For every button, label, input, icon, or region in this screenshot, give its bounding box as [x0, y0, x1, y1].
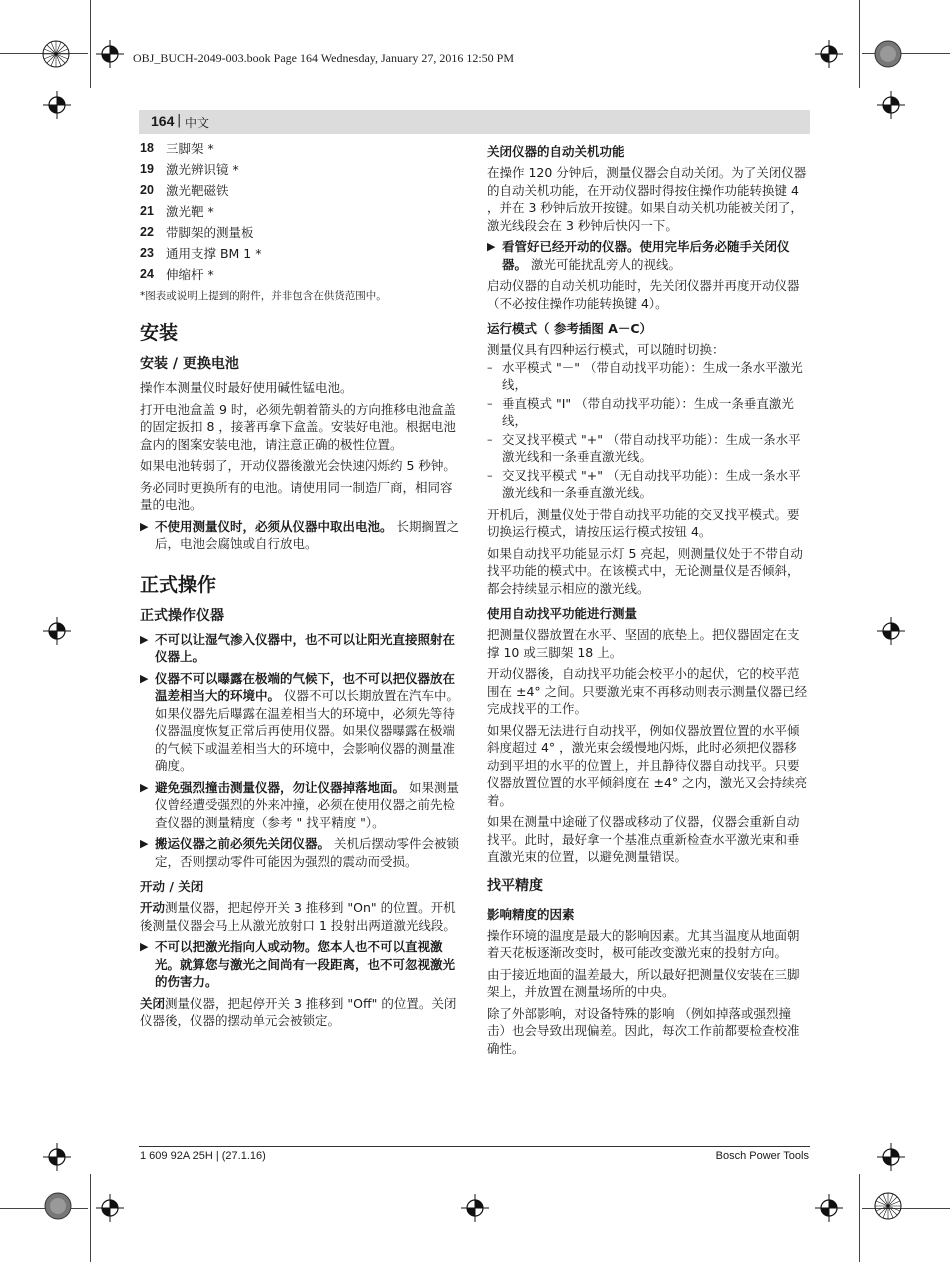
- bullet-text: 关机后摆动零件会被锁定，否则摆动零件可能因为强烈的震动而受损。: [155, 836, 460, 869]
- paragraph-text: 测量仪器，把起停开关 3 推移到 "On" 的位置。开机後测量仪器会马上从激光放射口 1 投射出两道激光线段。: [140, 900, 456, 933]
- list-item-text: 水平模式 "－" （带自动找平功能）：生成一条水平激光线，: [502, 359, 803, 392]
- color-target-icon: [873, 39, 903, 69]
- item-text: 激光辨识镜 *: [166, 162, 239, 177]
- list-item: [140, 224, 462, 242]
- bullet-text: 如果测量仪曾经遭受强烈的外来冲撞，必须在使用仪器之前先检查仪器的测量精度（参考 " 找平精度 "）。: [155, 779, 460, 830]
- bold-lead: 开动: [140, 900, 166, 915]
- paragraph: 把测量仪器放置在水平、坚固的底垫上。把仪器固定在支撑 10 或三脚架 18 上。: [487, 627, 800, 660]
- triangle-bullet-icon: ▶: [487, 240, 496, 253]
- paragraph: 由于接近地面的温差最大，所以最好把测量仪安装在三脚架上，并放置在测量场所的中央。: [487, 966, 800, 999]
- list-item: [140, 266, 462, 284]
- paragraph: 启动仪器的自动关机功能时，先关闭仪器并再度开动仪器 （不必按住操作功能转换键 4）。: [487, 278, 800, 311]
- bullet-item: [140, 835, 462, 870]
- dash-bullet-icon: –: [487, 360, 493, 374]
- triangle-bullet-icon: ▶: [140, 837, 149, 850]
- registration-mark-icon: [873, 1191, 903, 1221]
- right-column: [487, 140, 809, 1061]
- bullet-text: 仪器不可以长期放置在汽车中。如果仪器先后曝露在温差相当大的环境中，必须先等待仪器温度恢复正常后再使用仪器。如果仪器曝露在极端的气候下或温差相当大的环境中，会影响仪器的测量准确度。: [155, 688, 460, 773]
- header-separator: |: [177, 113, 182, 128]
- item-number: 19: [140, 162, 154, 176]
- paragraph: 如果电池转弱了，开动仪器後激光会快速闪烁约 5 秒钟。: [140, 458, 456, 473]
- paragraph: 在操作 120 分钟后，测量仪器会自动关闭。为了关闭仪器的自动关机功能，在开动仪器时得按住操作功能转换键 4 ，并在 3 秒钟后放开按键。如果自动关机功能被关闭了，激光线段会在 3 秒钟后快闪一下。: [487, 165, 807, 233]
- left-column: [140, 140, 462, 1034]
- dash-bullet-icon: –: [487, 396, 493, 410]
- bullet-bold-text: 搬运仪器之前必须先关闭仪器。: [155, 836, 331, 851]
- dash-bullet-icon: –: [487, 468, 493, 482]
- bullet-bold-text: 不可以让湿气渗入仪器中，也不可以让阳光直接照射在仪器上。: [155, 631, 456, 664]
- list-item-text: 交叉找平模式 "+" （带自动找平功能）：生成一条水平激光线和一条垂直激光线。: [502, 431, 801, 464]
- heading-operation: 正式操作: [140, 573, 217, 596]
- paragraph: 开动仪器後，自动找平功能会校平小的起伏，它的校平范围在 ±4° 之间。只要激光束不再移动则表示测量仪器已经完成找平的工作。: [487, 666, 808, 716]
- bullet-item: [140, 631, 462, 666]
- item-text: 通用支撑 BM 1 *: [166, 246, 262, 261]
- section-language: 中文: [185, 116, 210, 130]
- paragraph: 除了外部影响，对设备特殊的影响 （例如掉落或强烈撞击）也会导致出现偏差。因此，每次工作前都要检查校准确性。: [487, 1005, 800, 1056]
- bullet-bold-text: 不使用测量仪时，必须从仪器中取出电池。: [155, 518, 393, 534]
- dash-list-item: [487, 467, 809, 502]
- bullet-item: [140, 779, 462, 832]
- paragraph: 务必同时更换所有的电池。请使用同一制造厂商，相同容量的电池。: [140, 479, 453, 512]
- heading-auto-off: 关闭仪器的自动关机功能: [487, 144, 625, 159]
- dash-list-item: [487, 431, 809, 466]
- registration-mark-icon: [43, 617, 71, 645]
- registration-mark-icon: [815, 1194, 843, 1222]
- list-item: [140, 161, 462, 179]
- registration-mark-icon: [815, 40, 843, 68]
- heading-modes: 运行模式（ 参考插图 A－C）: [487, 321, 653, 336]
- list-item: [140, 182, 462, 200]
- footer-rule: [139, 1146, 810, 1147]
- crop-line-right-top: [859, 0, 860, 88]
- item-text: 激光靶 *: [166, 204, 214, 219]
- item-text: 带脚架的测量板: [166, 225, 254, 240]
- crop-line-right-bottom: [859, 1174, 860, 1262]
- bullet-bold-text: 看管好已经开动的仪器。使用完毕后务必随手关闭仪器。: [502, 239, 790, 272]
- heading-installation: 安装: [140, 322, 179, 344]
- registration-mark-icon: [877, 1143, 905, 1171]
- heading-on-off: 开动 / 关闭: [140, 879, 204, 894]
- color-target-icon: [43, 1191, 73, 1221]
- paragraph-text: 测量仪器，把起停开关 3 推移到 "Off" 的位置。关闭仪器後，仪器的摆动单元会被锁定。: [140, 995, 457, 1028]
- triangle-bullet-icon: ▶: [140, 671, 149, 685]
- heading-leveling-measurement: 使用自动找平功能进行测量: [487, 606, 638, 621]
- registration-mark-icon: [461, 1194, 489, 1222]
- paragraph: 如果在测量中途碰了仪器或移动了仪器，仪器会重新自动找平。此时，最好拿一个基准点重新检查水平激光束和垂直激光束的位置，以避免测量错误。: [487, 814, 800, 864]
- heading-battery: 安装 / 更换电池: [140, 356, 239, 372]
- bullet-item: [140, 938, 462, 991]
- footer-doc-number: 1 609 92A 25H | (27.1.16): [140, 1150, 266, 1162]
- bullet-text: 激光可能扰乱旁人的视线。: [531, 256, 682, 272]
- triangle-bullet-icon: ▶: [140, 632, 149, 646]
- item-number: 21: [140, 204, 154, 218]
- item-text: 激光靶磁铁: [166, 183, 229, 198]
- dash-list-item: [487, 359, 809, 394]
- footer-brand: Bosch Power Tools: [715, 1150, 809, 1162]
- list-item: [140, 140, 462, 158]
- list-item: [140, 203, 462, 221]
- crop-line-left-bottom: [90, 1174, 91, 1262]
- crop-line-left-top: [90, 0, 91, 88]
- paragraph: 如果自动找平功能显示灯 5 亮起，则测量仪处于不带自动找平功能的模式中。在该模式中，无论测量仪是否倾斜，都会持续显示相应的激光线。: [487, 545, 803, 596]
- paragraph: [140, 995, 462, 1030]
- triangle-bullet-icon: ▶: [140, 780, 149, 794]
- bullet-text: 长期搁置之后，电池会腐蚀或自行放电。: [155, 518, 460, 551]
- item-number: 18: [140, 141, 154, 155]
- list-item: [140, 245, 462, 263]
- bullet-item: [487, 238, 809, 273]
- heading-accuracy-factors: 影响精度的因素: [487, 906, 575, 922]
- item-number: 24: [140, 267, 154, 281]
- triangle-bullet-icon: ▶: [140, 519, 149, 533]
- item-number: 22: [140, 225, 154, 239]
- dash-list-item: [487, 395, 809, 430]
- paragraph: [140, 899, 462, 934]
- paragraph: 操作环境的温度是最大的影响因素。尤其当温度从地面朝着天花板逐渐改变时，极可能改变激光束的投射方向。: [487, 927, 800, 960]
- item-number: 20: [140, 183, 154, 197]
- registration-mark-icon: [43, 1143, 71, 1171]
- bullet-item: [140, 670, 462, 775]
- paragraph: 操作本测量仪时最好使用碱性锰电池。: [140, 380, 353, 395]
- item-text: 伸缩杆 *: [166, 267, 214, 282]
- triangle-bullet-icon: ▶: [140, 940, 149, 953]
- registration-mark-icon: [41, 39, 71, 69]
- list-item-text: 垂直模式 "I" （带自动找平功能）：生成一条垂直激光线，: [502, 395, 794, 428]
- accessory-footnote: *图表或说明上提到的附件，并非包含在供货范围中。: [140, 289, 387, 302]
- registration-mark-icon: [877, 617, 905, 645]
- registration-mark-icon: [96, 40, 124, 68]
- heading-operate-device: 正式操作仪器: [140, 607, 224, 624]
- paragraph: 测量仪具有四种运行模式，可以随时切换：: [487, 342, 725, 357]
- dash-bullet-icon: –: [487, 432, 493, 446]
- paragraph: 开机后，测量仪处于带自动找平功能的交叉找平模式。要切换运行模式，请按压运行模式按钮 4。: [487, 506, 800, 539]
- heading-accuracy: 找平精度: [487, 877, 543, 894]
- bullet-bold-text: 不可以把激光指向人或动物。您本人也不可以直视激光。就算您与激光之间尚有一段距离，也不可忽视激光的伤害力。: [155, 939, 456, 989]
- bullet-item: [140, 518, 462, 553]
- print-slug-line: OBJ_BUCH-2049-003.book Page 164 Wednesday, January 27, 2016 12:50 PM: [133, 51, 515, 65]
- item-text: 三脚架 *: [166, 141, 214, 156]
- bold-lead: 关闭: [140, 995, 166, 1011]
- paragraph: 如果仪器无法进行自动找平，例如仪器放置位置的水平倾斜度超过 4° ，激光束会缓慢地闪烁，此时必须把仪器移动到平坦的水平的位置上，并且静待仪器自动找平。只要仪器放置位置的水平倾斜度在 ±4° 之内，激光又会持续亮着。: [487, 722, 808, 808]
- paragraph: 打开电池盒盖 9 时，必须先朝着箭头的方向推移电池盒盖的固定扳扣 8 ，接著再拿下盒盖。安装好电池。根据电池盒内的图案安装电池，请注意正确的极性位置。: [140, 401, 456, 452]
- registration-mark-icon: [43, 91, 71, 119]
- registration-mark-icon: [96, 1194, 124, 1222]
- list-item-text: 交叉找平模式 "+" （无自动找平功能）：生成一条水平激光线和一条垂直激光线。: [502, 467, 801, 500]
- registration-mark-icon: [877, 91, 905, 119]
- item-number: 23: [140, 246, 154, 260]
- page-header: [139, 110, 810, 134]
- bullet-bold-text: 仪器不可以曝露在极端的气候下，也不可以把仪器放在温差相当大的环境中。: [155, 670, 456, 703]
- page-number: 164: [151, 113, 175, 129]
- bullet-bold-text: 避免强烈撞击测量仪器，勿让仪器掉落地面。: [155, 779, 406, 795]
